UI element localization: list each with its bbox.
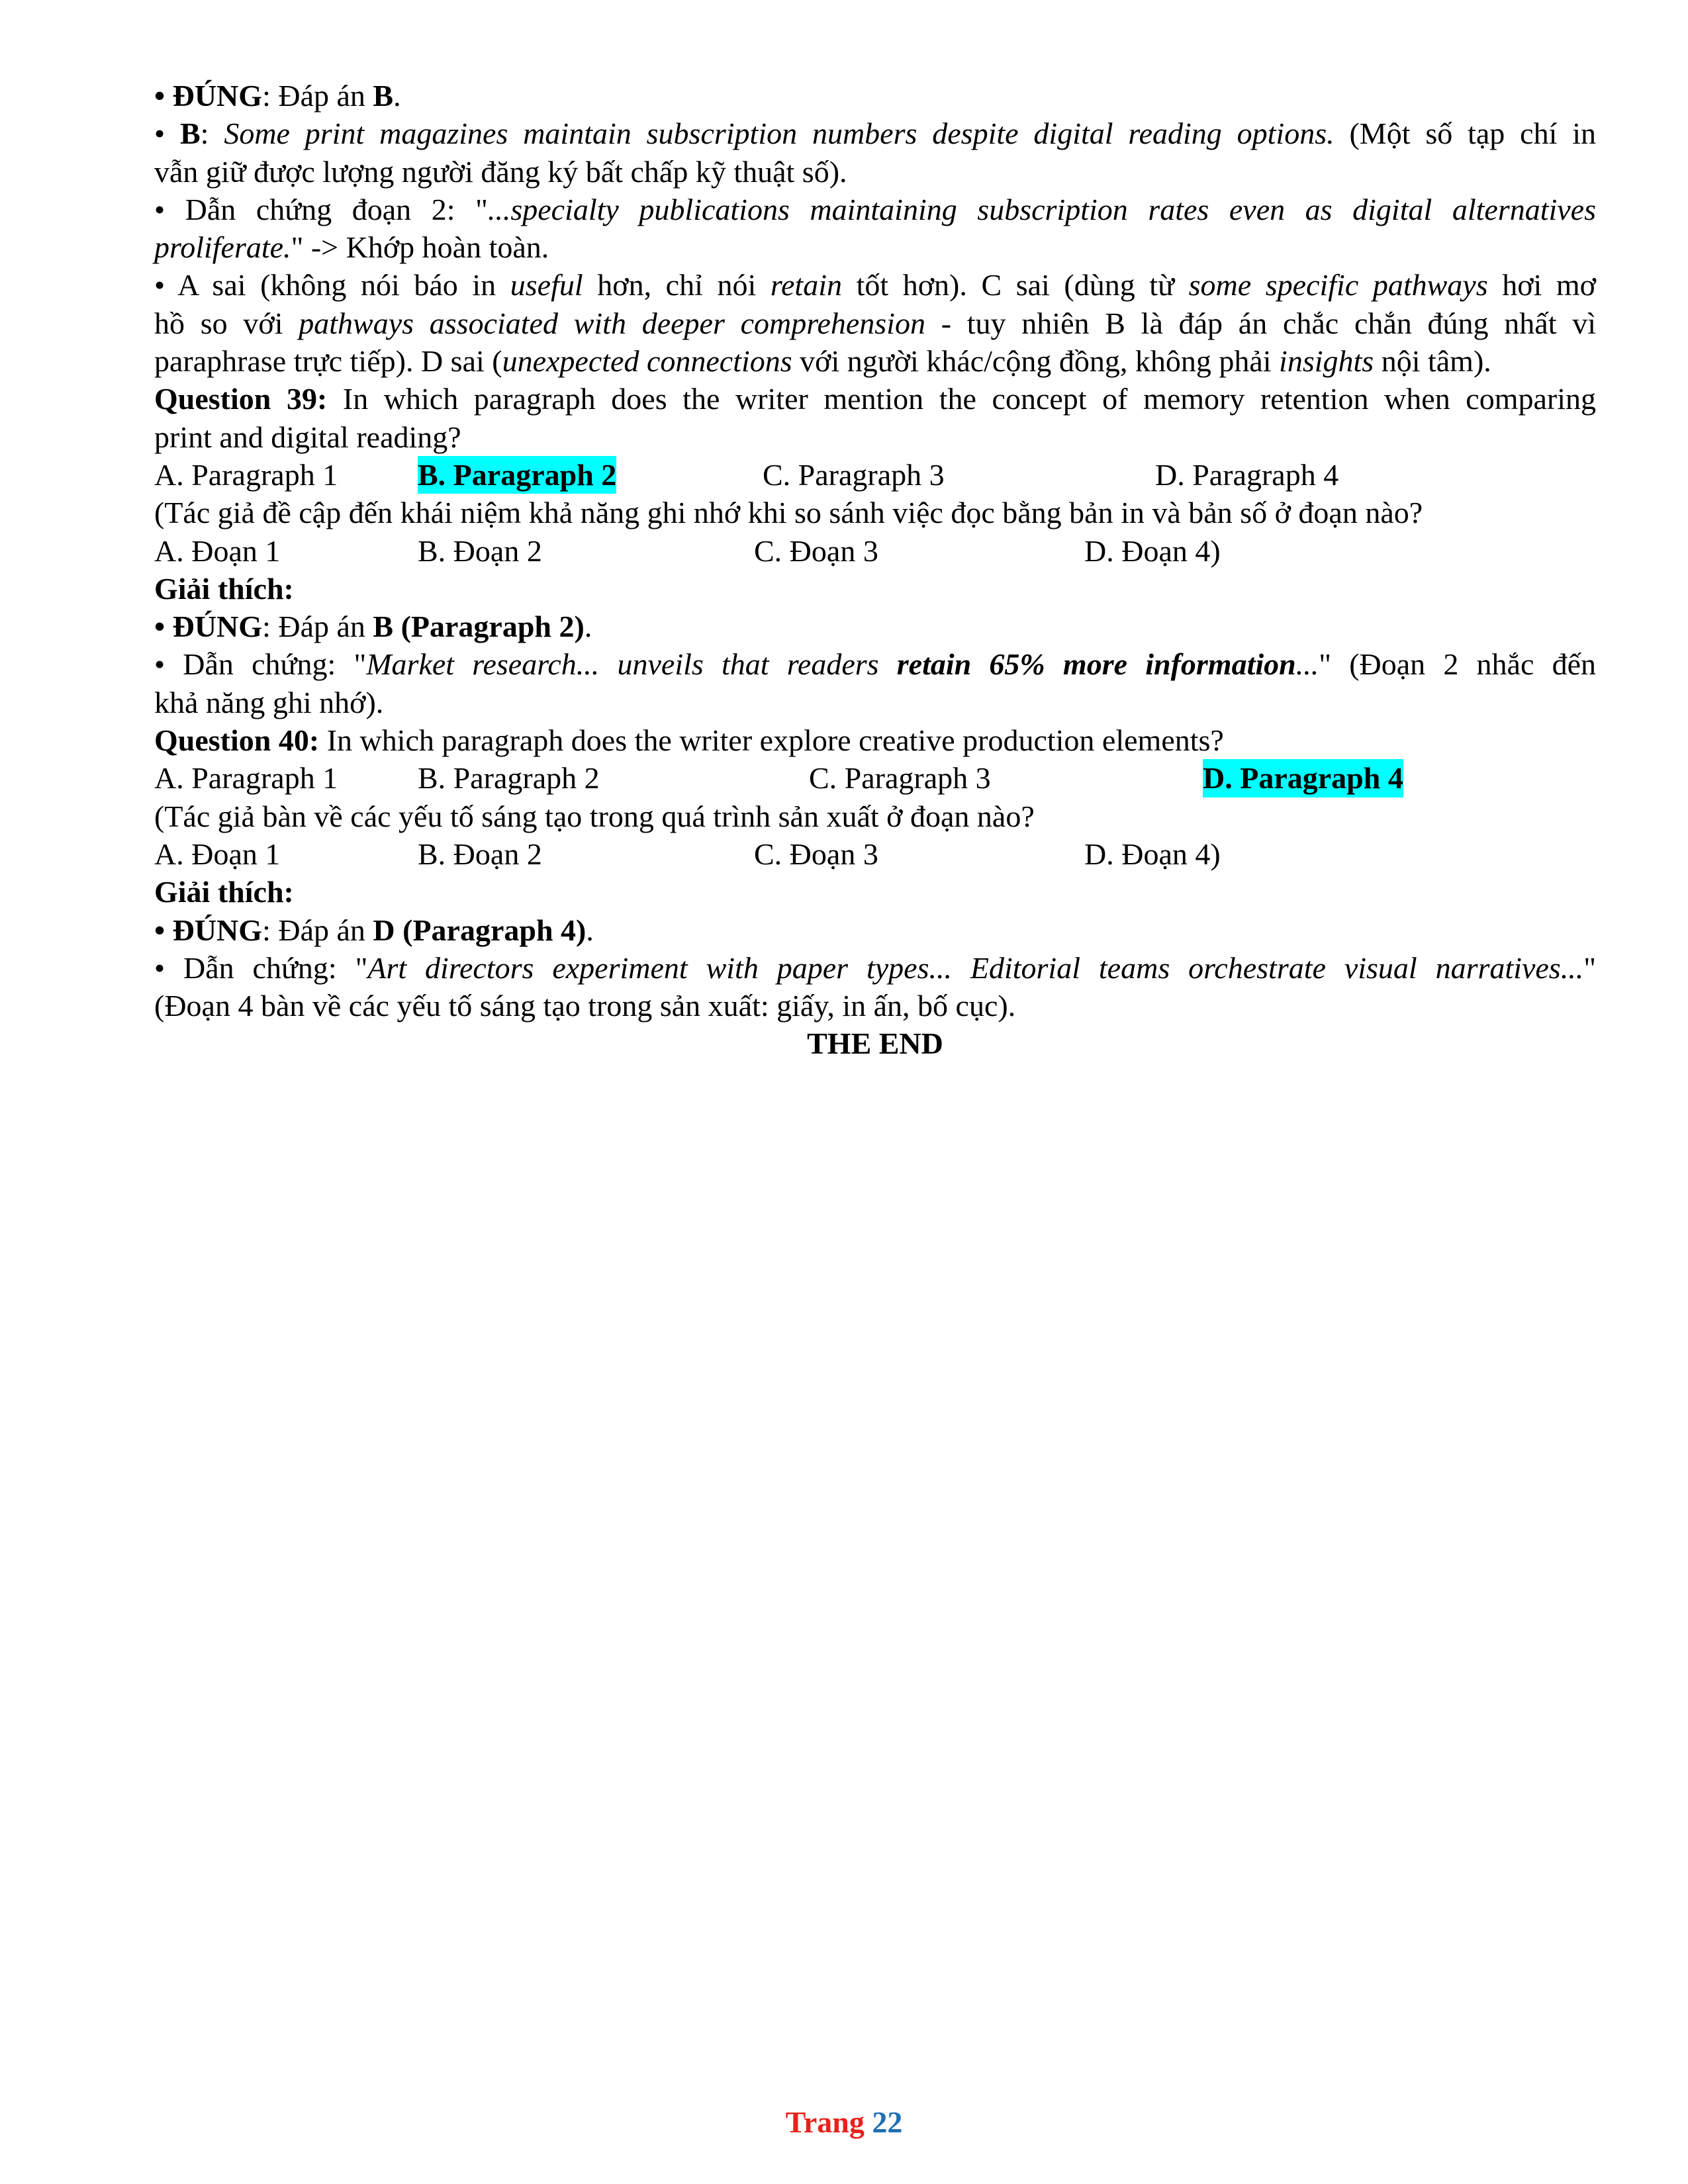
footer-page-number: 22	[872, 2105, 903, 2139]
q38-correct-line: • ĐÚNG: Đáp án B.	[154, 79, 401, 113]
q40-options-vi	[154, 835, 1596, 873]
q38-option-b-line: • B: Some print magazines maintain subscription numbers despite digital reading options. (Một số tạp chí in	[154, 116, 1597, 151]
q38-evidence-line: • Dẫn chứng đoạn 2: "...specialty publications maintaining subscription rates even as digital alternatives	[154, 192, 1596, 226]
q38-wrong-answers-line-3: paraphrase trực tiếp). D sai (unexpected connections với người khác/cộng đồng, không phải insights nội tâm).	[154, 344, 1491, 379]
q39-option-vi-a: A. Đoạn 1	[154, 533, 281, 568]
q40-question-line: Question 40: In which paragraph does the writer explore creative production elements?	[154, 723, 1224, 758]
correct-label: ĐÚNG	[172, 79, 263, 113]
q39-option-vi-b: B. Đoạn 2	[418, 533, 542, 568]
q39-option-d[interactable]: D. Paragraph 4	[1155, 457, 1339, 492]
q39-correct-line: • ĐÚNG: Đáp án B (Paragraph 2).	[154, 610, 592, 644]
q40-option-c[interactable]: C. Paragraph 3	[809, 761, 991, 796]
q39-translation: (Tác giả đề cập đến khái niệm khả năng ghi nhớ khi so sánh việc đọc bằng bản in và bản số ở đoạn nào?	[154, 496, 1423, 530]
q38-wrong-answers-line-2: hồ so với pathways associated with deeper comprehension - tuy nhiên B là đáp án chắc chắn đúng nhất vì	[154, 306, 1597, 340]
q39-question-line-1: Question 39: In which paragraph does the writer mention the concept of memory retention when comparing	[154, 382, 1596, 416]
q39-option-vi-d: D. Đoạn 4)	[1084, 533, 1221, 568]
q40-option-vi-c: C. Đoạn 3	[754, 837, 878, 871]
q39-option-b-correct[interactable]: B. Paragraph 2	[418, 456, 616, 494]
q40-option-d-correct[interactable]: D. Paragraph 4	[1203, 759, 1403, 797]
document-page	[154, 77, 1596, 1063]
q39-option-c[interactable]: C. Paragraph 3	[763, 457, 945, 492]
q40-evidence-line: • Dẫn chứng: "Art directors experiment with paper types... Editorial teams orchestrate visual narratives..."	[154, 950, 1596, 985]
q39-explain-label: Giải thích:	[154, 571, 294, 606]
q40-evidence-line-2: (Đoạn 4 bàn về các yếu tố sáng tạo trong sản xuất: giấy, in ấn, bố cục).	[154, 989, 1016, 1023]
q38-evidence-line-2: proliferate." -> Khớp hoàn toàn.	[154, 230, 549, 265]
q39-evidence-line: • Dẫn chứng: "Market research... unveils that readers retain 65% more information..." (Đoạn 2 nhắc đến	[154, 647, 1596, 682]
footer-page-label: Trang	[785, 2105, 865, 2139]
q40-option-a[interactable]: A. Paragraph 1	[154, 761, 338, 796]
q39-options-vi	[154, 532, 1596, 570]
q39-label: Question 39:	[154, 382, 328, 416]
q40-option-vi-d: D. Đoạn 4)	[1084, 837, 1221, 871]
q39-question-line-2: print and digital reading?	[154, 420, 461, 454]
q40-option-b[interactable]: B. Paragraph 2	[418, 761, 600, 796]
the-end-heading: THE END	[807, 1026, 943, 1061]
q40-options	[154, 759, 1596, 797]
q40-label: Question 40:	[154, 723, 320, 758]
page-footer	[0, 2105, 1688, 2140]
q40-correct-line: • ĐÚNG: Đáp án D (Paragraph 4).	[154, 913, 594, 947]
q39-options	[154, 456, 1596, 494]
q40-option-vi-a: A. Đoạn 1	[154, 837, 281, 871]
q38-option-b-line-2: vẫn giữ được lượng người đăng ký bất chấp kỹ thuật số).	[154, 154, 847, 189]
q39-option-vi-c: C. Đoạn 3	[754, 533, 878, 568]
q39-evidence-line-2: khả năng ghi nhớ).	[154, 685, 384, 719]
q39-option-a[interactable]: A. Paragraph 1	[154, 457, 338, 492]
q40-explain-label: Giải thích:	[154, 875, 294, 909]
q40-translation: (Tác giả bàn về các yếu tố sáng tạo trong quá trình sản xuất ở đoạn nào?	[154, 799, 1035, 833]
q40-option-vi-b: B. Đoạn 2	[418, 837, 542, 871]
q38-wrong-answers-line-1: • A sai (không nói báo in useful hơn, chỉ nói retain tốt hơn). C sai (dùng từ some specific pathways hơi mơ	[154, 268, 1597, 302]
